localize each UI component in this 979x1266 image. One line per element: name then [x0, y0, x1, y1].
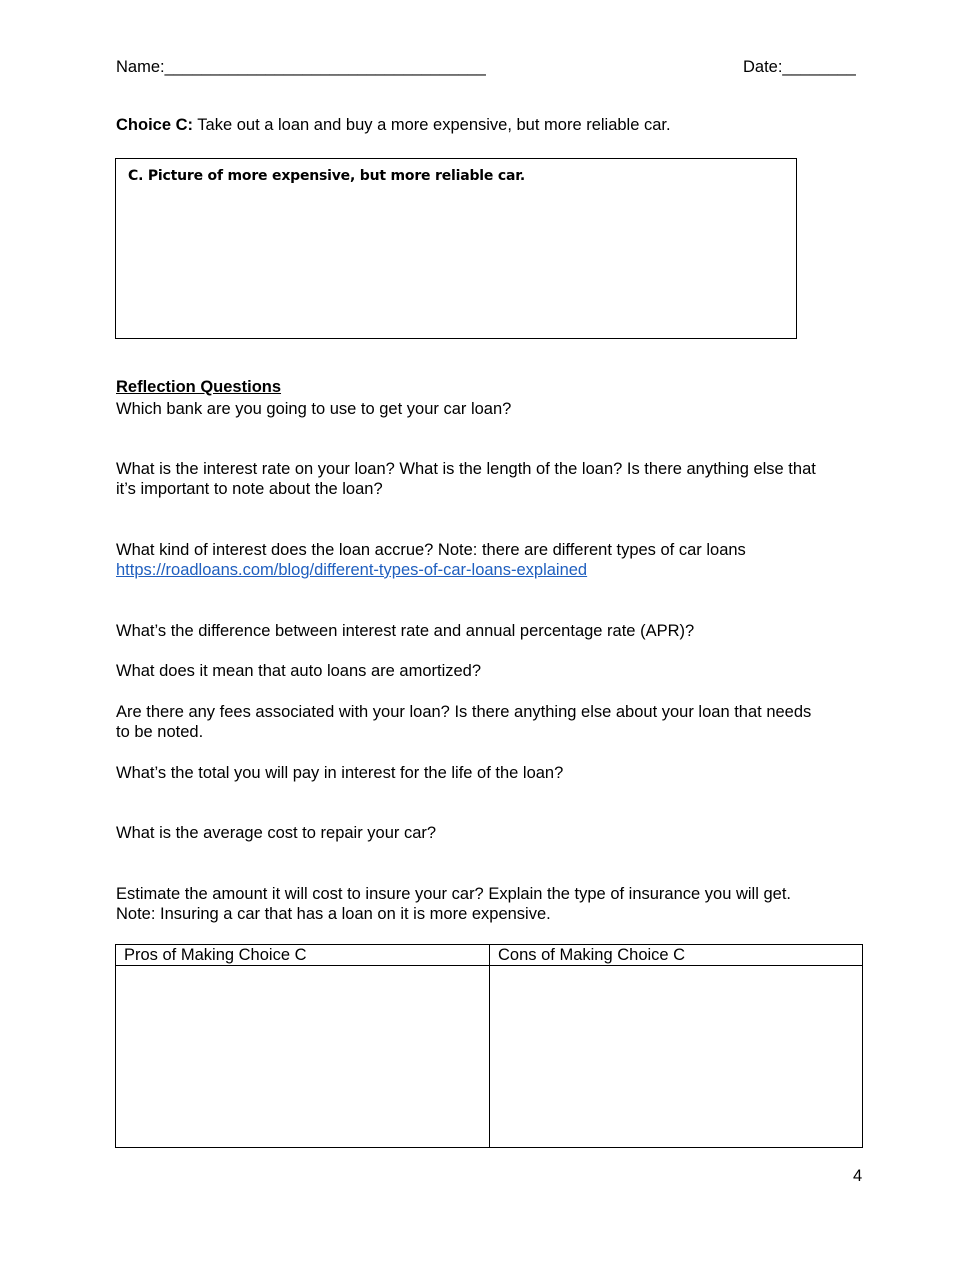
question-apr: What’s the difference between interest rate and annual percentage rate (APR)?	[116, 622, 695, 640]
question-interest-rate-line2: it’s important to note about the loan?	[116, 480, 383, 498]
question-fees	[116, 702, 811, 742]
question-total-interest: What’s the total you will pay in interest for the life of the loan?	[116, 764, 564, 782]
reflection-heading: Reflection Questions	[116, 378, 282, 396]
pros-cons-table	[115, 944, 863, 1148]
question-fees-line1: Are there any fees associated with your loan? Is there anything else about your loan that needs	[116, 703, 812, 721]
question-fees-line2: to be noted.	[116, 723, 204, 741]
question-insurance-line2: Note: Insuring a car that has a loan on it is more expensive.	[116, 905, 551, 923]
date-field[interactable]: Date:________	[743, 58, 856, 76]
question-repair-cost: What is the average cost to repair your car?	[116, 824, 437, 842]
cons-header: Cons of Making Choice C	[498, 946, 686, 964]
picture-box[interactable]	[115, 158, 797, 339]
question-insurance	[116, 884, 791, 924]
question-interest-kind-line1: What kind of interest does the loan accrue? Note: there are different types of car loans	[116, 541, 746, 559]
question-interest-kind	[116, 540, 746, 580]
choice-statement	[116, 116, 671, 135]
question-interest-rate	[116, 459, 816, 499]
picture-box-label: C. Picture of more expensive, but more reliable car.	[128, 168, 526, 184]
question-amortized: What does it mean that auto loans are amortized?	[116, 662, 482, 680]
page-number: 4	[853, 1167, 863, 1185]
question-interest-rate-line1: What is the interest rate on your loan? What is the length of the loan? Is there anything else that	[116, 460, 816, 478]
table-column-divider	[489, 945, 490, 1147]
name-field[interactable]: Name:___________________________________	[116, 58, 486, 76]
car-loans-link[interactable]: https://roadloans.com/blog/different-types-of-car-loans-explained	[116, 561, 588, 579]
pros-header: Pros of Making Choice C	[124, 946, 307, 964]
question-bank: Which bank are you going to use to get your car loan?	[116, 400, 512, 418]
choice-label: Choice C:	[116, 116, 194, 134]
choice-text: Take out a loan and buy a more expensive, but more reliable car.	[193, 116, 671, 134]
table-header-divider	[116, 965, 862, 966]
question-insurance-line1: Estimate the amount it will cost to insure your car? Explain the type of insurance you will get.	[116, 885, 791, 903]
